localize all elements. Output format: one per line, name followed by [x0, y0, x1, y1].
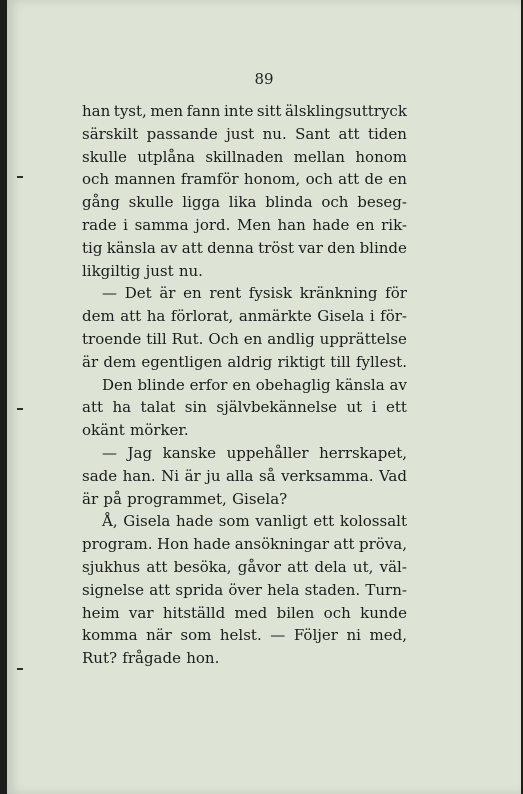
- page-number: 89: [254, 70, 274, 88]
- text-line: troende till Rut. Och en andlig upprättelse: [82, 329, 407, 348]
- text-line: — Det är en rent fysisk kränkning för: [102, 284, 407, 303]
- text-line: särskilt passande just nu. Sant att tiden: [82, 124, 407, 143]
- text-line: Å, Gisela hade som vanligt ett kolossalt: [102, 512, 407, 531]
- body-text: [82, 100, 407, 670]
- edge-mark: [17, 408, 23, 410]
- edge-mark: [17, 176, 23, 178]
- text-line: är dem egentligen aldrig riktigt till fyllest.: [82, 352, 407, 371]
- text-line: — Jag kanske uppehåller herrskapet,: [102, 443, 407, 462]
- text-line: är på programmet, Gisela?: [82, 489, 288, 508]
- text-line: sade han. Ni är ju alla så verksamma. Vad: [82, 466, 407, 485]
- text-line: okänt mörker.: [82, 421, 189, 440]
- text-line: likgiltig just nu.: [82, 261, 203, 280]
- text-line: han tyst, men fann inte sitt älsklingsuttryck: [82, 102, 407, 120]
- text-line: skulle utplåna skillnaden mellan honom: [82, 147, 407, 166]
- text-line: program. Hon hade ansökningar att pröva,: [82, 535, 407, 554]
- book-page: [7, 0, 521, 794]
- text-line: gång skulle ligga lika blinda och beseg-: [82, 193, 407, 212]
- text-line: dem att ha förlorat, anmärkte Gisela i för-: [82, 307, 407, 326]
- text-line: signelse att sprida över hela staden. Turn-: [82, 580, 407, 599]
- text-line: Rut? frågade hon.: [82, 649, 220, 668]
- edge-mark: [17, 668, 23, 670]
- text-line: Den blinde erfor en obehaglig känsla av: [102, 375, 407, 394]
- text-line: sjukhus att besöka, gåvor att dela ut, väl-: [82, 557, 407, 576]
- text-line: komma när som helst. — Följer ni med,: [82, 626, 407, 645]
- text-line: att ha talat sin självbekännelse ut i ett: [82, 398, 407, 417]
- text-line: heim var hitställd med bilen och kunde: [82, 603, 407, 622]
- text-line: och mannen framför honom, och att de en: [82, 170, 407, 189]
- text-line: rade i samma jord. Men han hade en rik-: [82, 215, 407, 234]
- text-line: tig känsla av att denna tröst var den blinde: [82, 238, 407, 257]
